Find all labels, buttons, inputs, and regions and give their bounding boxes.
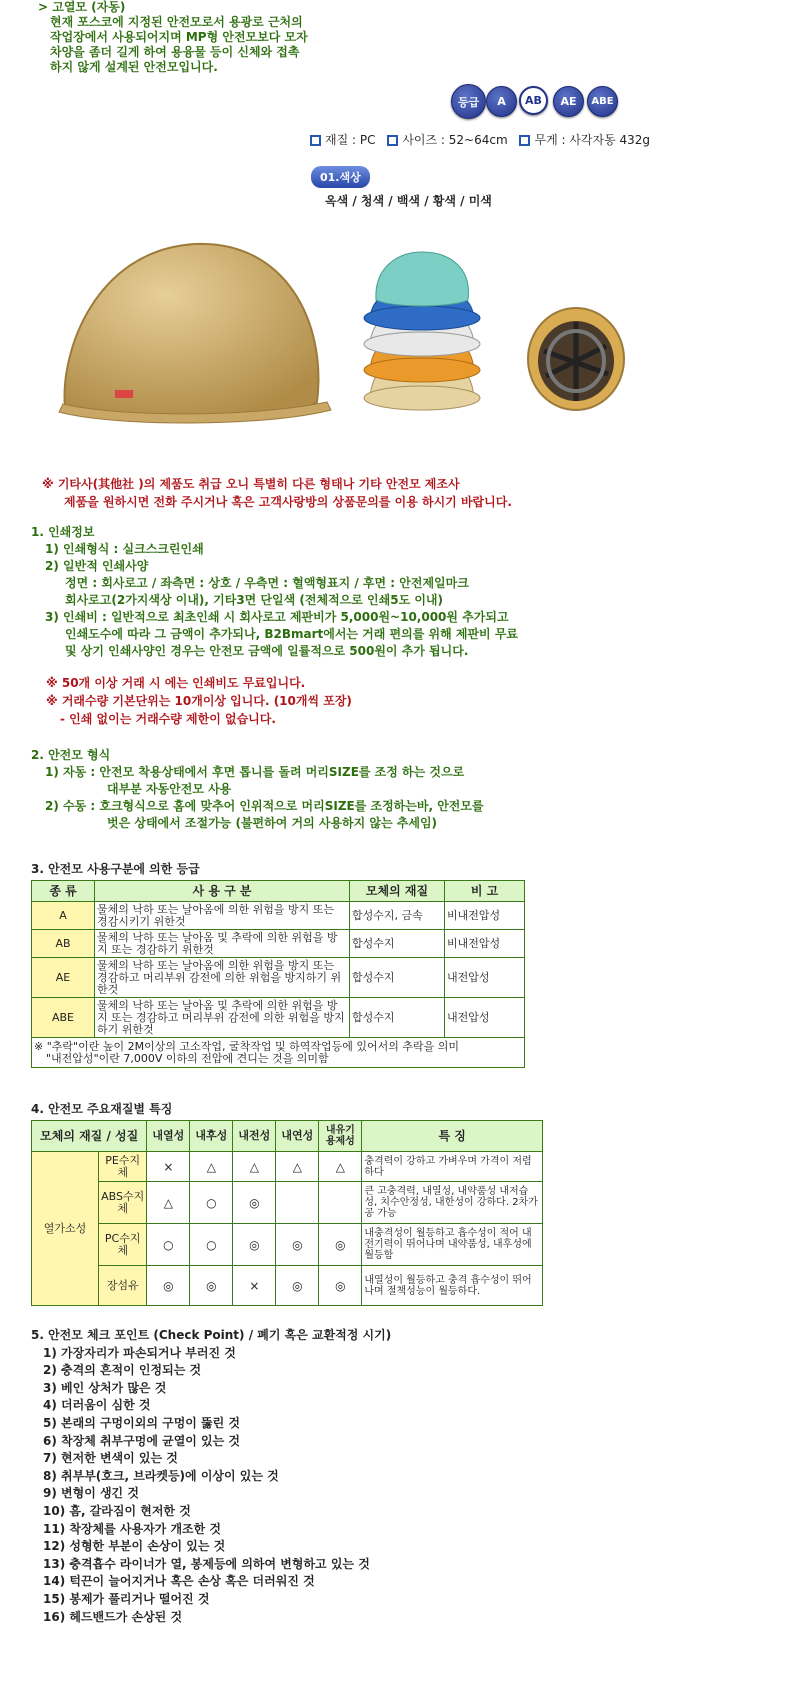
material-cell: PE수지체: [99, 1152, 147, 1182]
list-item: 4) 더러움이 심한 것: [43, 1398, 151, 1413]
helmet-inside-image: [526, 306, 626, 412]
color-list: 옥색 / 청색 / 백색 / 황색 / 미색: [325, 194, 492, 208]
footnote-line: ※ "추락"이란 높이 2M이상의 고소작업, 굴착작업 및 하역작업등에 있어서의 추락을 의미: [34, 1039, 459, 1053]
print-section: [31, 524, 518, 660]
print-notes: [46, 674, 352, 728]
grade-cell: 합성수지, 금속: [350, 902, 445, 930]
material-cell: [319, 1182, 362, 1224]
grade-cell: AE: [32, 958, 95, 998]
type-title: 2. 안전모 형식: [31, 748, 111, 762]
footnote-line: "내전압성"이란 7,000V 이하의 전압에 견디는 것을 의미함: [46, 1051, 329, 1065]
table-row: [32, 902, 525, 930]
table-row: [32, 1224, 543, 1266]
list-item: 13) 충격흡수 라이너가 열, 봉제등에 의하여 변형하고 있는 것: [43, 1556, 370, 1571]
bullet-square-icon: [310, 135, 321, 146]
grade-cell: 합성수지: [350, 930, 445, 958]
material-cell: ◎: [276, 1224, 319, 1266]
grade-cell: 물체의 낙하 또는 날아옴 및 추락에 의한 위험을 방지 또는 경감하고 머리부위 감전에 의한 위험을 방지하기 위한것: [95, 998, 350, 1038]
type-section: [31, 747, 484, 832]
material-table: [31, 1120, 543, 1306]
material-cell: ◎: [233, 1224, 276, 1266]
list-item: 10) 흠, 갈라짐이 현저한 것: [43, 1503, 191, 1518]
print-line: 정면 : 회사로고 / 좌측면 : 상호 / 우측면 : 혈액형표지 / 후면 : 안전제일마크: [65, 576, 469, 590]
list-item: 15) 봉제가 풀리거나 떨어진 것: [43, 1591, 210, 1606]
material-cell: △: [147, 1182, 190, 1224]
material-cell: ○: [147, 1224, 190, 1266]
print-line: 회사로고(2가지색상 이내), 기타3면 단일색 (전체적으로 인쇄5도 이내): [65, 593, 444, 607]
intro-line: 차양을 좀더 길게 하여 용융물 등이 신체와 접촉: [50, 45, 300, 59]
check-title: 5. 안전모 체크 포인트 (Check Point) / 폐기 혹은 교환적정 시기): [31, 1328, 392, 1342]
spec-weight: 무게 : 사각자동 432g: [534, 133, 651, 147]
helmet-side-image: [55, 232, 335, 427]
intro-line: 하지 않게 설계된 안전모입니다.: [50, 60, 218, 74]
table-row: [32, 930, 525, 958]
grade-cell: 물체의 낙하 또는 날아옴에 의한 위험을 방지 또는 경감하고 머리부위 감전에 의한 위험을 방지하기 위한것: [95, 958, 350, 998]
table-row: [32, 1182, 543, 1224]
list-item: 16) 헤드밴드가 손상된 것: [43, 1609, 183, 1624]
grade-cell: 합성수지: [350, 998, 445, 1038]
notice-line: 제품을 원하시면 전화 주시거나 혹은 고객사랑방의 상품문의를 이용 하시기 바랍니다.: [64, 495, 512, 509]
material-header: 내후성: [190, 1121, 233, 1152]
color-tab: 01.색상: [311, 166, 370, 188]
material-cell: △: [276, 1152, 319, 1182]
spec-material: 재질 : PC: [325, 133, 376, 147]
grade-table-title: 3. 안전모 사용구분에 의한 등급: [31, 862, 200, 876]
material-cell: △: [319, 1152, 362, 1182]
grade-footnote: [32, 1038, 525, 1068]
type-line: 2) 수동 : 호크형식으로 홈에 맞추어 인위적으로 머리SIZE를 조정하는바, 안전모를: [45, 799, 484, 813]
material-cell: 내충격성이 월등하고 흡수성이 적어 내전기력이 뛰어나며 내약품성, 내후성에 월등함: [362, 1224, 543, 1266]
material-header: 내전성: [233, 1121, 276, 1152]
table-row: [32, 998, 525, 1038]
list-item: 1) 가장자리가 파손되거나 부러진 것: [43, 1345, 236, 1360]
material-cell: PC수지체: [99, 1224, 147, 1266]
type-line: 벗은 상태에서 조절가능 (불편하여 거의 사용하지 않는 추세임): [107, 816, 438, 830]
grade-cell: 내전압성: [445, 958, 525, 998]
grade-cell: AB: [32, 930, 95, 958]
material-cell: ×: [233, 1266, 276, 1306]
material-cell: ◎: [319, 1224, 362, 1266]
type-line: 대부분 자동안전모 사용: [107, 782, 232, 796]
material-header: 특 징: [362, 1121, 543, 1152]
print-note: ※ 50개 이상 거래 시 에는 인쇄비도 무료입니다.: [46, 676, 306, 690]
material-header: 모체의 재질 / 성질: [32, 1121, 147, 1152]
list-item: 11) 착장체를 사용자가 개조한 것: [43, 1521, 221, 1536]
grade-cell: 합성수지: [350, 958, 445, 998]
material-cell: ◎: [147, 1266, 190, 1306]
spec-line: [302, 131, 650, 148]
grade-cell: 내전압성: [445, 998, 525, 1038]
material-group: 열가소성: [32, 1152, 99, 1306]
list-item: 9) 변형이 생긴 것: [43, 1486, 139, 1501]
material-cell: △: [233, 1152, 276, 1182]
material-cell: ○: [190, 1224, 233, 1266]
print-note: - 인쇄 없이는 거래수량 제한이 없습니다.: [60, 712, 276, 726]
grade-badge-a: A: [486, 86, 517, 117]
print-title: 1. 인쇄정보: [31, 525, 95, 539]
intro-heading: > 고열모 (자동): [38, 0, 126, 14]
type-line: 1) 자동 : 안전모 착용상태에서 후면 톱니를 돌려 머리SIZE를 조정 하는 것으로: [45, 765, 465, 779]
material-cell: 큰 고충격력, 내열성, 내약품성 내저습성, 치수안정성, 내한성이 강하다. 2차가공 가능: [362, 1182, 543, 1224]
print-note: ※ 거래수량 기본단위는 10개이상 입니다. (10개씩 포장): [46, 694, 352, 708]
material-cell: ×: [147, 1152, 190, 1182]
list-item: 2) 충격의 흔적이 인정되는 것: [43, 1363, 202, 1378]
spec-size: 사이즈 : 52~64cm: [402, 133, 508, 147]
material-header: 내유기용제성: [319, 1121, 362, 1152]
list-item: 7) 현저한 변색이 있는 것: [43, 1451, 178, 1466]
table-row: [32, 1266, 543, 1306]
grade-cell: 물체의 낙하 또는 날아옴에 의한 위험을 방지 또는 경감시키기 위한것: [95, 902, 350, 930]
print-line: 2) 일반적 인쇄사양: [45, 559, 149, 573]
list-item: 5) 본래의 구멍이외의 구멍이 뚫린 것: [43, 1415, 241, 1430]
helmet-colors-image: [362, 248, 482, 426]
grade-lead-badge: 등급: [451, 84, 486, 119]
intro-block: [38, 0, 308, 75]
material-cell: ◎: [276, 1266, 319, 1306]
grade-table: [31, 880, 525, 1068]
grade-cell: ABE: [32, 998, 95, 1038]
intro-line: 현재 포스코에 지정된 안전모로서 용광로 근처의: [50, 15, 303, 29]
material-cell: ◎: [190, 1266, 233, 1306]
table-row: [32, 1152, 543, 1182]
grade-header: 종 류: [32, 881, 95, 902]
grade-badge-abe: ABE: [587, 86, 618, 117]
material-cell: ○: [190, 1182, 233, 1224]
material-header: 내열성: [147, 1121, 190, 1152]
print-line: 인쇄도수에 따라 그 금액이 추가되나, B2Bmart에서는 거래 편의를 위해 제판비 무료: [65, 627, 518, 641]
grade-cell: 물체의 낙하 또는 날아옴 및 추락에 의한 위험을 방지 또는 경감하기 위한것: [95, 930, 350, 958]
grade-cell: A: [32, 902, 95, 930]
material-cell: ◎: [319, 1266, 362, 1306]
material-cell: [276, 1182, 319, 1224]
grade-header: 비 고: [445, 881, 525, 902]
material-cell: 장섬유: [99, 1266, 147, 1306]
material-table-title: 4. 안전모 주요재질별 특징: [31, 1102, 173, 1116]
print-line: 및 상기 인쇄사양인 경우는 안전모 금액에 일률적으로 500원이 추가 됩니다.: [65, 644, 469, 658]
material-cell: ◎: [233, 1182, 276, 1224]
grade-badge-ae: AE: [553, 86, 584, 117]
grade-header: 사 용 구 분: [95, 881, 350, 902]
grade-cell: 비내전압성: [445, 930, 525, 958]
list-item: 6) 착장체 취부구멍에 균열이 있는 것: [43, 1433, 241, 1448]
intro-line: 작업장에서 사용되어지며 MP형 안전모보다 모자: [50, 30, 308, 44]
grade-cell: 비내전압성: [445, 902, 525, 930]
material-header: 내연성: [276, 1121, 319, 1152]
list-item: 14) 턱끈이 늘어지거나 혹은 손상 혹은 더러워진 것: [43, 1574, 315, 1589]
print-line: 3) 인쇄비 : 일반적으로 최초인쇄 시 회사로고 제판비가 5,000원~10,000원 추가되고: [45, 610, 509, 624]
bullet-square-icon: [519, 135, 530, 146]
check-section: [31, 1327, 391, 1626]
list-item: 3) 베인 상처가 많은 것: [43, 1380, 167, 1395]
material-cell: 충격력이 강하고 가벼우며 가격이 저렴하다: [362, 1152, 543, 1182]
grade-header: 모체의 재질: [350, 881, 445, 902]
print-line: 1) 인쇄형식 : 실크스크린인쇄: [45, 542, 204, 556]
notice-block: [42, 475, 512, 511]
material-cell: ABS수지체: [99, 1182, 147, 1224]
list-item: 8) 취부부(호크, 브라켓등)에 이상이 있는 것: [43, 1468, 279, 1483]
notice-line: ※ 기타사(其他社 )의 제품도 취급 오니 특별히 다른 형태나 기타 안전모 제조사: [42, 477, 460, 491]
grade-badge-ab: AB: [519, 86, 548, 115]
material-cell: △: [190, 1152, 233, 1182]
list-item: 12) 성형한 부분이 손상이 있는 것: [43, 1539, 226, 1554]
bullet-square-icon: [387, 135, 398, 146]
material-cell: 내열성이 월등하고 충격 흡수성이 뛰어나며 절책성능이 월등하다.: [362, 1266, 543, 1306]
table-row: [32, 958, 525, 998]
